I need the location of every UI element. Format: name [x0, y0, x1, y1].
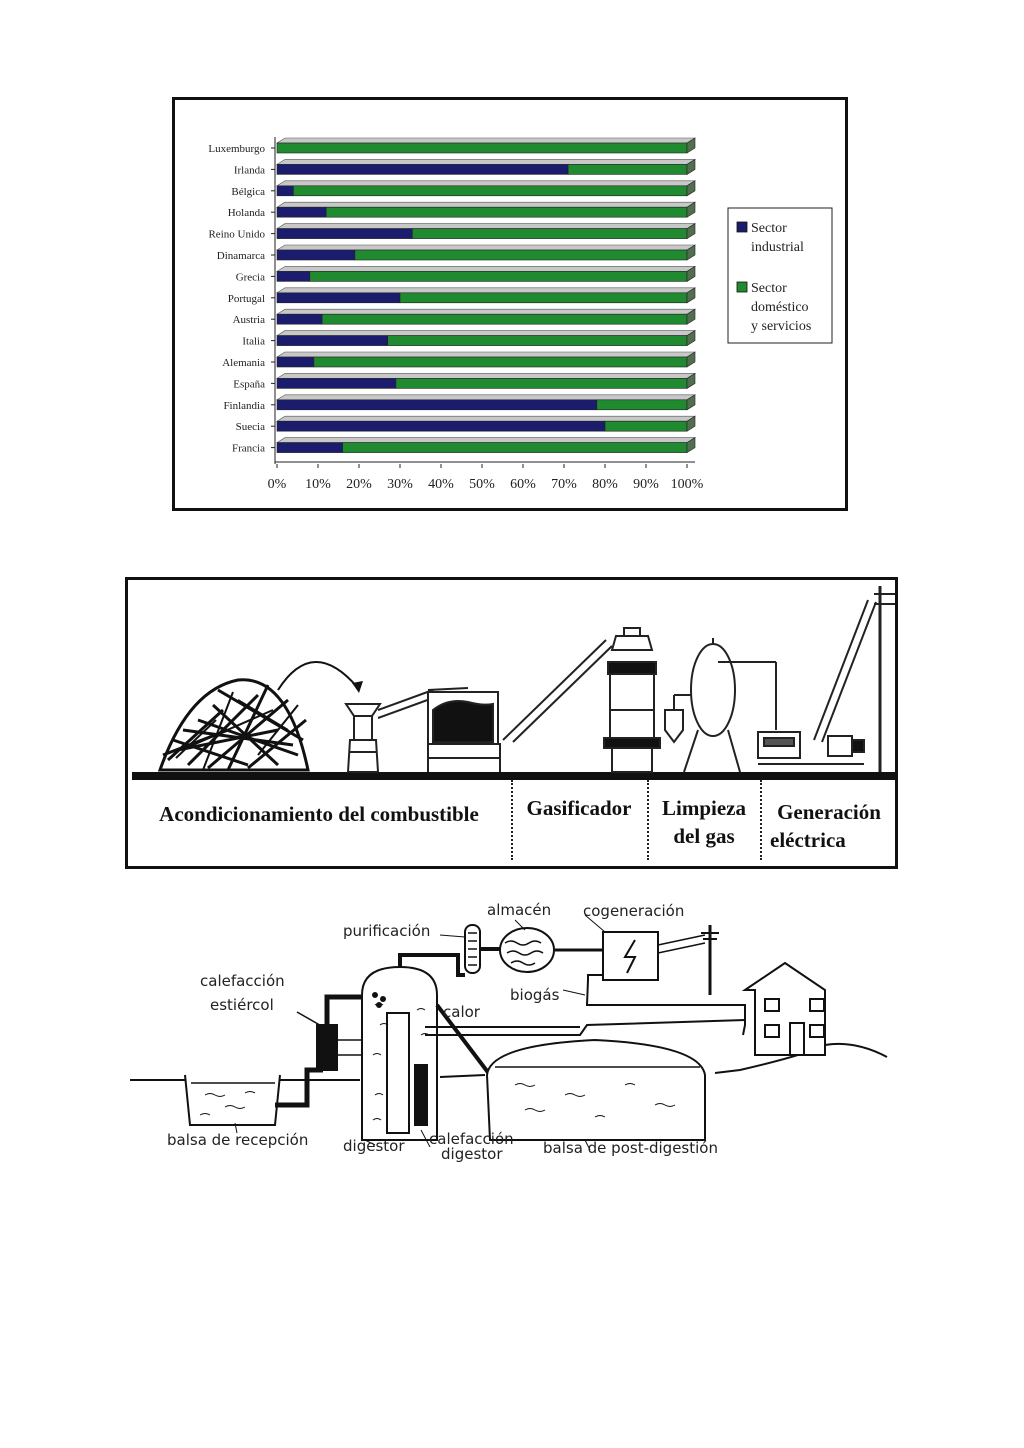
gasifier-illustration: [604, 628, 660, 772]
category-label-11: España: [233, 378, 265, 391]
ground-line: [132, 772, 895, 780]
category-label-12: Finlandia: [223, 399, 265, 412]
category-label-0: Luxemburgo: [208, 143, 265, 155]
bar-domestico-12: [597, 400, 687, 410]
biogas-illustration: [125, 895, 900, 1170]
bar-industrial-14: [277, 443, 343, 453]
digestor-heater: [415, 1065, 427, 1125]
label-balsa-post: balsa de post-digestión: [543, 1139, 718, 1157]
label-almacen: almacén: [487, 901, 552, 919]
x-tick-label-6: 60%: [510, 477, 536, 492]
chart-figure: [172, 97, 848, 511]
x-tick-labels: [268, 464, 704, 492]
label-biogas: biogás: [510, 986, 560, 1004]
label-balsa-recepcion: balsa de recepción: [167, 1131, 309, 1149]
bar-top-face: [277, 202, 695, 207]
category-label-13: Suecia: [235, 421, 265, 434]
bar-domestico-7: [400, 293, 687, 303]
category-label-1: Irlanda: [233, 164, 265, 177]
dryer-illustration: [428, 688, 500, 772]
stage-generacion-line1: Generación: [777, 800, 881, 824]
stage-limpieza-line2: del gas: [673, 824, 735, 848]
category-label-2: Bélgica: [231, 185, 265, 198]
arrow-head-icon: [352, 681, 363, 693]
category-label-5: Dinamarca: [216, 250, 265, 262]
bar-industrial-10: [277, 357, 314, 367]
conveyor-2: [503, 640, 606, 740]
biogas-diagram: [125, 895, 900, 1170]
x-tick-label-7: 70%: [551, 477, 577, 492]
post-digestion-pond: [487, 1040, 705, 1140]
bar-domestico-5: [355, 250, 687, 260]
bar-domestico-3: [326, 207, 687, 217]
gasification-diagram: [125, 577, 898, 869]
x-tick-label-4: 40%: [428, 477, 454, 492]
x-tick-label-1: 10%: [305, 477, 331, 492]
stage-generacion: [764, 798, 894, 854]
category-label-6: Grecia: [235, 271, 265, 284]
stage-acondicionamiento: Acondicionamiento del combustible: [159, 802, 479, 826]
stage-limpieza: [650, 794, 758, 850]
hopper-illustration: [346, 704, 380, 772]
bar-domestico-8: [322, 314, 687, 324]
stage-divider-1: [511, 780, 513, 860]
stage-generacion-line2: eléctrica: [770, 828, 846, 852]
label-calefaccion-estiercol-1: calefacción: [200, 972, 285, 990]
bar-domestico-4: [412, 229, 687, 239]
manure-heater: [317, 1025, 337, 1070]
label-calor: calor: [443, 1003, 480, 1021]
bar-domestico-9: [388, 336, 687, 346]
bar-industrial-7: [277, 293, 400, 303]
legend-swatch-domestico: [737, 282, 747, 292]
bar-top-face: [277, 245, 695, 250]
bar-industrial-3: [277, 207, 326, 217]
x-tick-label-0: 0%: [267, 477, 287, 492]
x-tick-label-5: 50%: [469, 477, 495, 492]
stage-gasificador: Gasificador: [526, 796, 632, 820]
bar-domestico-1: [568, 164, 687, 174]
bar-top-face: [277, 288, 695, 293]
bar-domestico-14: [343, 443, 687, 453]
label-calefaccion-estiercol-2: estiércol: [210, 996, 274, 1014]
bar-industrial-12: [277, 400, 597, 410]
bar-top-face: [277, 224, 695, 229]
x-tick-label-10: 100%: [670, 477, 704, 492]
bar-domestico-11: [396, 378, 687, 388]
woodpile-illustration: [160, 680, 308, 770]
bar-industrial-4: [277, 229, 412, 239]
category-label-10: Alemania: [222, 357, 265, 369]
bar-industrial-1: [277, 164, 568, 174]
legend-industrial-line1: Sector: [751, 221, 787, 236]
bars-layer: [271, 137, 695, 464]
x-tick-label-2: 20%: [346, 477, 372, 492]
bar-top-face: [277, 395, 695, 400]
bar-industrial-11: [277, 378, 396, 388]
feed-arrow: [278, 662, 358, 690]
bar-top-face: [277, 309, 695, 314]
bar-domestico-2: [293, 186, 687, 196]
legend-domestico-line3: y servicios: [751, 319, 812, 334]
stacked-bar-chart: [175, 100, 845, 508]
label-calefaccion-digestor-1: calefacción: [429, 1130, 514, 1148]
category-labels: [208, 143, 265, 455]
legend-domestico-line1: Sector: [751, 281, 787, 296]
bar-domestico-10: [314, 357, 687, 367]
category-label-14: Francia: [232, 442, 265, 455]
bar-domestico-13: [605, 421, 687, 431]
bar-domestico-0: [277, 143, 687, 153]
x-tick-label-3: 30%: [387, 477, 413, 492]
bar-top-face: [277, 352, 695, 357]
bar-industrial-13: [277, 421, 605, 431]
bar-industrial-9: [277, 336, 388, 346]
label-calefaccion-digestor-2: digestor: [441, 1145, 503, 1163]
stage-divider-2: [647, 780, 649, 860]
heat-pipe: [587, 975, 745, 1035]
bar-industrial-8: [277, 314, 322, 324]
label-digestor: digestor: [343, 1137, 405, 1155]
bar-top-face: [277, 181, 695, 186]
legend: [728, 208, 832, 343]
bar-top-face: [277, 266, 695, 271]
bar-top-face: [277, 138, 695, 143]
bar-top-face: [277, 373, 695, 378]
category-label-7: Portugal: [227, 292, 265, 305]
legend-domestico-line2: doméstico: [751, 300, 809, 315]
stage-divider-3: [760, 780, 762, 860]
generator-illustration: [758, 586, 895, 772]
label-purificacion: purificación: [343, 922, 431, 940]
bar-top-face: [277, 438, 695, 443]
x-tick-label-9: 90%: [633, 477, 659, 492]
manure-pipe: [275, 1070, 323, 1105]
category-label-3: Holanda: [227, 207, 265, 220]
category-label-9: Italia: [242, 335, 265, 348]
stage-limpieza-line1: Limpieza: [662, 796, 746, 820]
bar-top-face: [277, 331, 695, 336]
legend-swatch-industrial: [737, 222, 747, 232]
legend-industrial-line2: industrial: [751, 240, 804, 255]
house: [745, 963, 825, 1055]
bar-industrial-6: [277, 271, 310, 281]
category-label-8: Austria: [232, 314, 265, 327]
conveyor-2b: [513, 646, 612, 742]
bar-industrial-2: [277, 186, 293, 196]
x-tick-label-8: 80%: [592, 477, 618, 492]
bar-industrial-5: [277, 250, 355, 260]
bar-domestico-6: [310, 271, 687, 281]
label-cogeneracion: cogeneración: [583, 902, 685, 920]
category-label-4: Reino Unido: [208, 228, 265, 241]
bar-top-face: [277, 416, 695, 421]
bar-top-face: [277, 159, 695, 164]
